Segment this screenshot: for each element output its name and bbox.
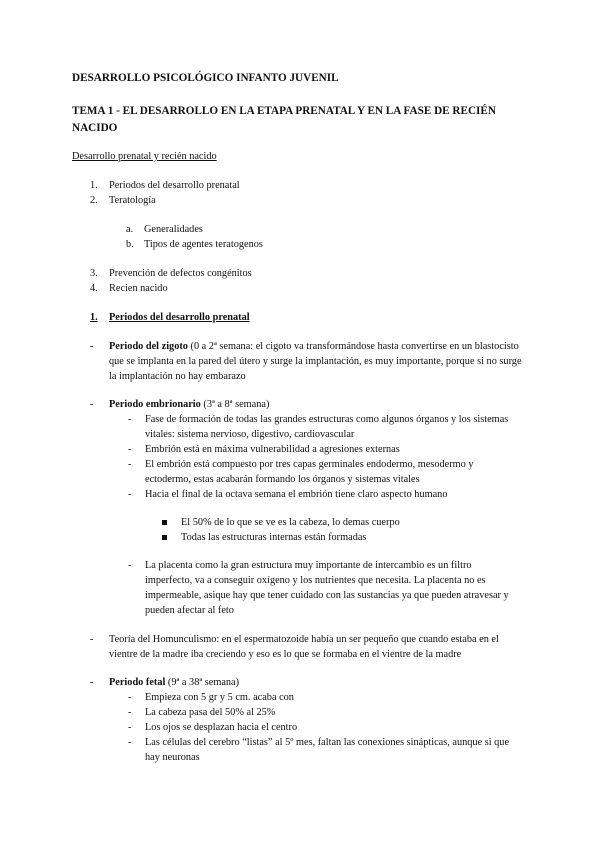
fetal-item: Empieza con 5 gr y 5 cm. acaba con <box>145 692 294 703</box>
zigoto-paragraph <box>109 339 529 384</box>
dash-bullet: - <box>128 737 132 748</box>
fetal-item: Los ojos se desplazan hacia el centro <box>145 722 298 733</box>
fetal-item: Las células del cerebro “listas” al 5º mes, faltan las conexiones sinápticas, aunque si que hay neuronas <box>145 737 510 763</box>
dash-bullet: - <box>90 341 94 352</box>
dash-bullet: - <box>128 707 132 718</box>
section-subtitle: Desarrollo prenatal y recién nacido <box>72 151 217 162</box>
homunculismo-paragraph: Teoría del Homunculismo: en el espermatozoide había un ser pequeño que cuando estaba en el vientre de la madre iba creciendo y eso es lo que se formaba en el vientre de la madre <box>109 634 499 660</box>
outline-item: Recien nacido <box>109 283 168 294</box>
zigoto-text: semana: el cigoto va transformándose hasta convertirse en un blastocisto que se implanta en la pared del útero y surge la implantación, es muy importante, porque si no surge la implantación no hay embarazo <box>109 341 522 382</box>
dash-bullet: - <box>128 722 132 733</box>
sub-outline-num: b. <box>126 239 134 250</box>
dash-bullet: - <box>128 560 132 571</box>
square-bullet-icon <box>162 530 167 545</box>
embrionario-range: (3ª a 8ª semana) <box>203 399 270 410</box>
section-1-title: Periodos del desarrollo prenatal <box>109 312 250 323</box>
embrionario-item: El embrión está compuesto por tres capas germinales endodermo, mesodermo y ectodermo, estas acabarán formando los órganos y sistemas vitales <box>145 459 474 485</box>
outline-item: Prevención de defectos congénitos <box>109 268 252 279</box>
sub-outline-item: Generalidades <box>144 224 203 235</box>
fetal-range: (9ª a 38ª semana) <box>167 677 240 688</box>
sub-bullet-item: Todas las estructuras internas están formadas <box>181 532 367 543</box>
outline-num: 4. <box>90 283 98 294</box>
section-1-num: 1. <box>90 312 98 323</box>
outline-item: Periodos del desarrollo prenatal <box>109 180 240 191</box>
document-title: DESARROLLO PSICOLÓGICO INFANTO JUVENIL <box>72 72 339 84</box>
dash-bullet: - <box>128 489 132 500</box>
outline-item: Teratología <box>109 195 156 206</box>
sub-bullet-item: El 50% de lo que se ve es la cabeza, lo demas cuerpo <box>181 517 400 528</box>
dash-bullet: - <box>128 414 132 425</box>
dash-bullet: - <box>90 634 94 645</box>
embrionario-item: Embrión está en máxima vulnerabilidad a agresiones externas <box>145 444 400 455</box>
sub-outline-item: Tipos de agentes teratogenos <box>144 239 263 250</box>
embrionario-item: Fase de formación de todas las grandes estructuras como algunos órganos y los sistemas vitales: sistema nervioso, digestivo, cardiovascular <box>145 414 509 440</box>
tema-heading: TEMA 1 - EL DESARROLLO EN LA ETAPA PRENATAL Y EN LA FASE DE RECIÉN NACIDO <box>72 105 496 134</box>
dash-bullet: - <box>128 692 132 703</box>
dash-bullet: - <box>128 444 132 455</box>
sub-outline-num: a. <box>126 224 134 235</box>
embrionario-item: Hacia el final de la octava semana el embrión tiene claro aspecto humano <box>145 489 448 500</box>
dash-bullet: - <box>128 459 132 470</box>
zigoto-range: (0 a 2ª <box>190 341 217 352</box>
outline-num: 3. <box>90 268 98 279</box>
zigoto-label: Periodo del zigoto <box>109 341 188 352</box>
fetal-item: La cabeza pasa del 50% al 25% <box>145 707 276 718</box>
embrionario-label: Periodo embrionario <box>109 399 201 410</box>
fetal-heading <box>109 675 239 690</box>
fetal-label: Periodo fetal <box>109 677 166 688</box>
square-bullet-icon <box>162 515 167 530</box>
outline-num: 1. <box>90 180 98 191</box>
outline-num: 2. <box>90 195 98 206</box>
dash-bullet: - <box>90 399 94 410</box>
placenta-paragraph: La placenta como la gran estructura muy importante de intercambio es un filtro imperfecto, va a conseguir oxígeno y los nutrientes que necesita. La placenta no es impermeable, asique hay que tener cuidado con las sustancias ya que pueden atravesar y pueden afectar al feto <box>145 560 509 616</box>
embrionario-heading <box>109 397 269 412</box>
dash-bullet: - <box>90 677 94 688</box>
